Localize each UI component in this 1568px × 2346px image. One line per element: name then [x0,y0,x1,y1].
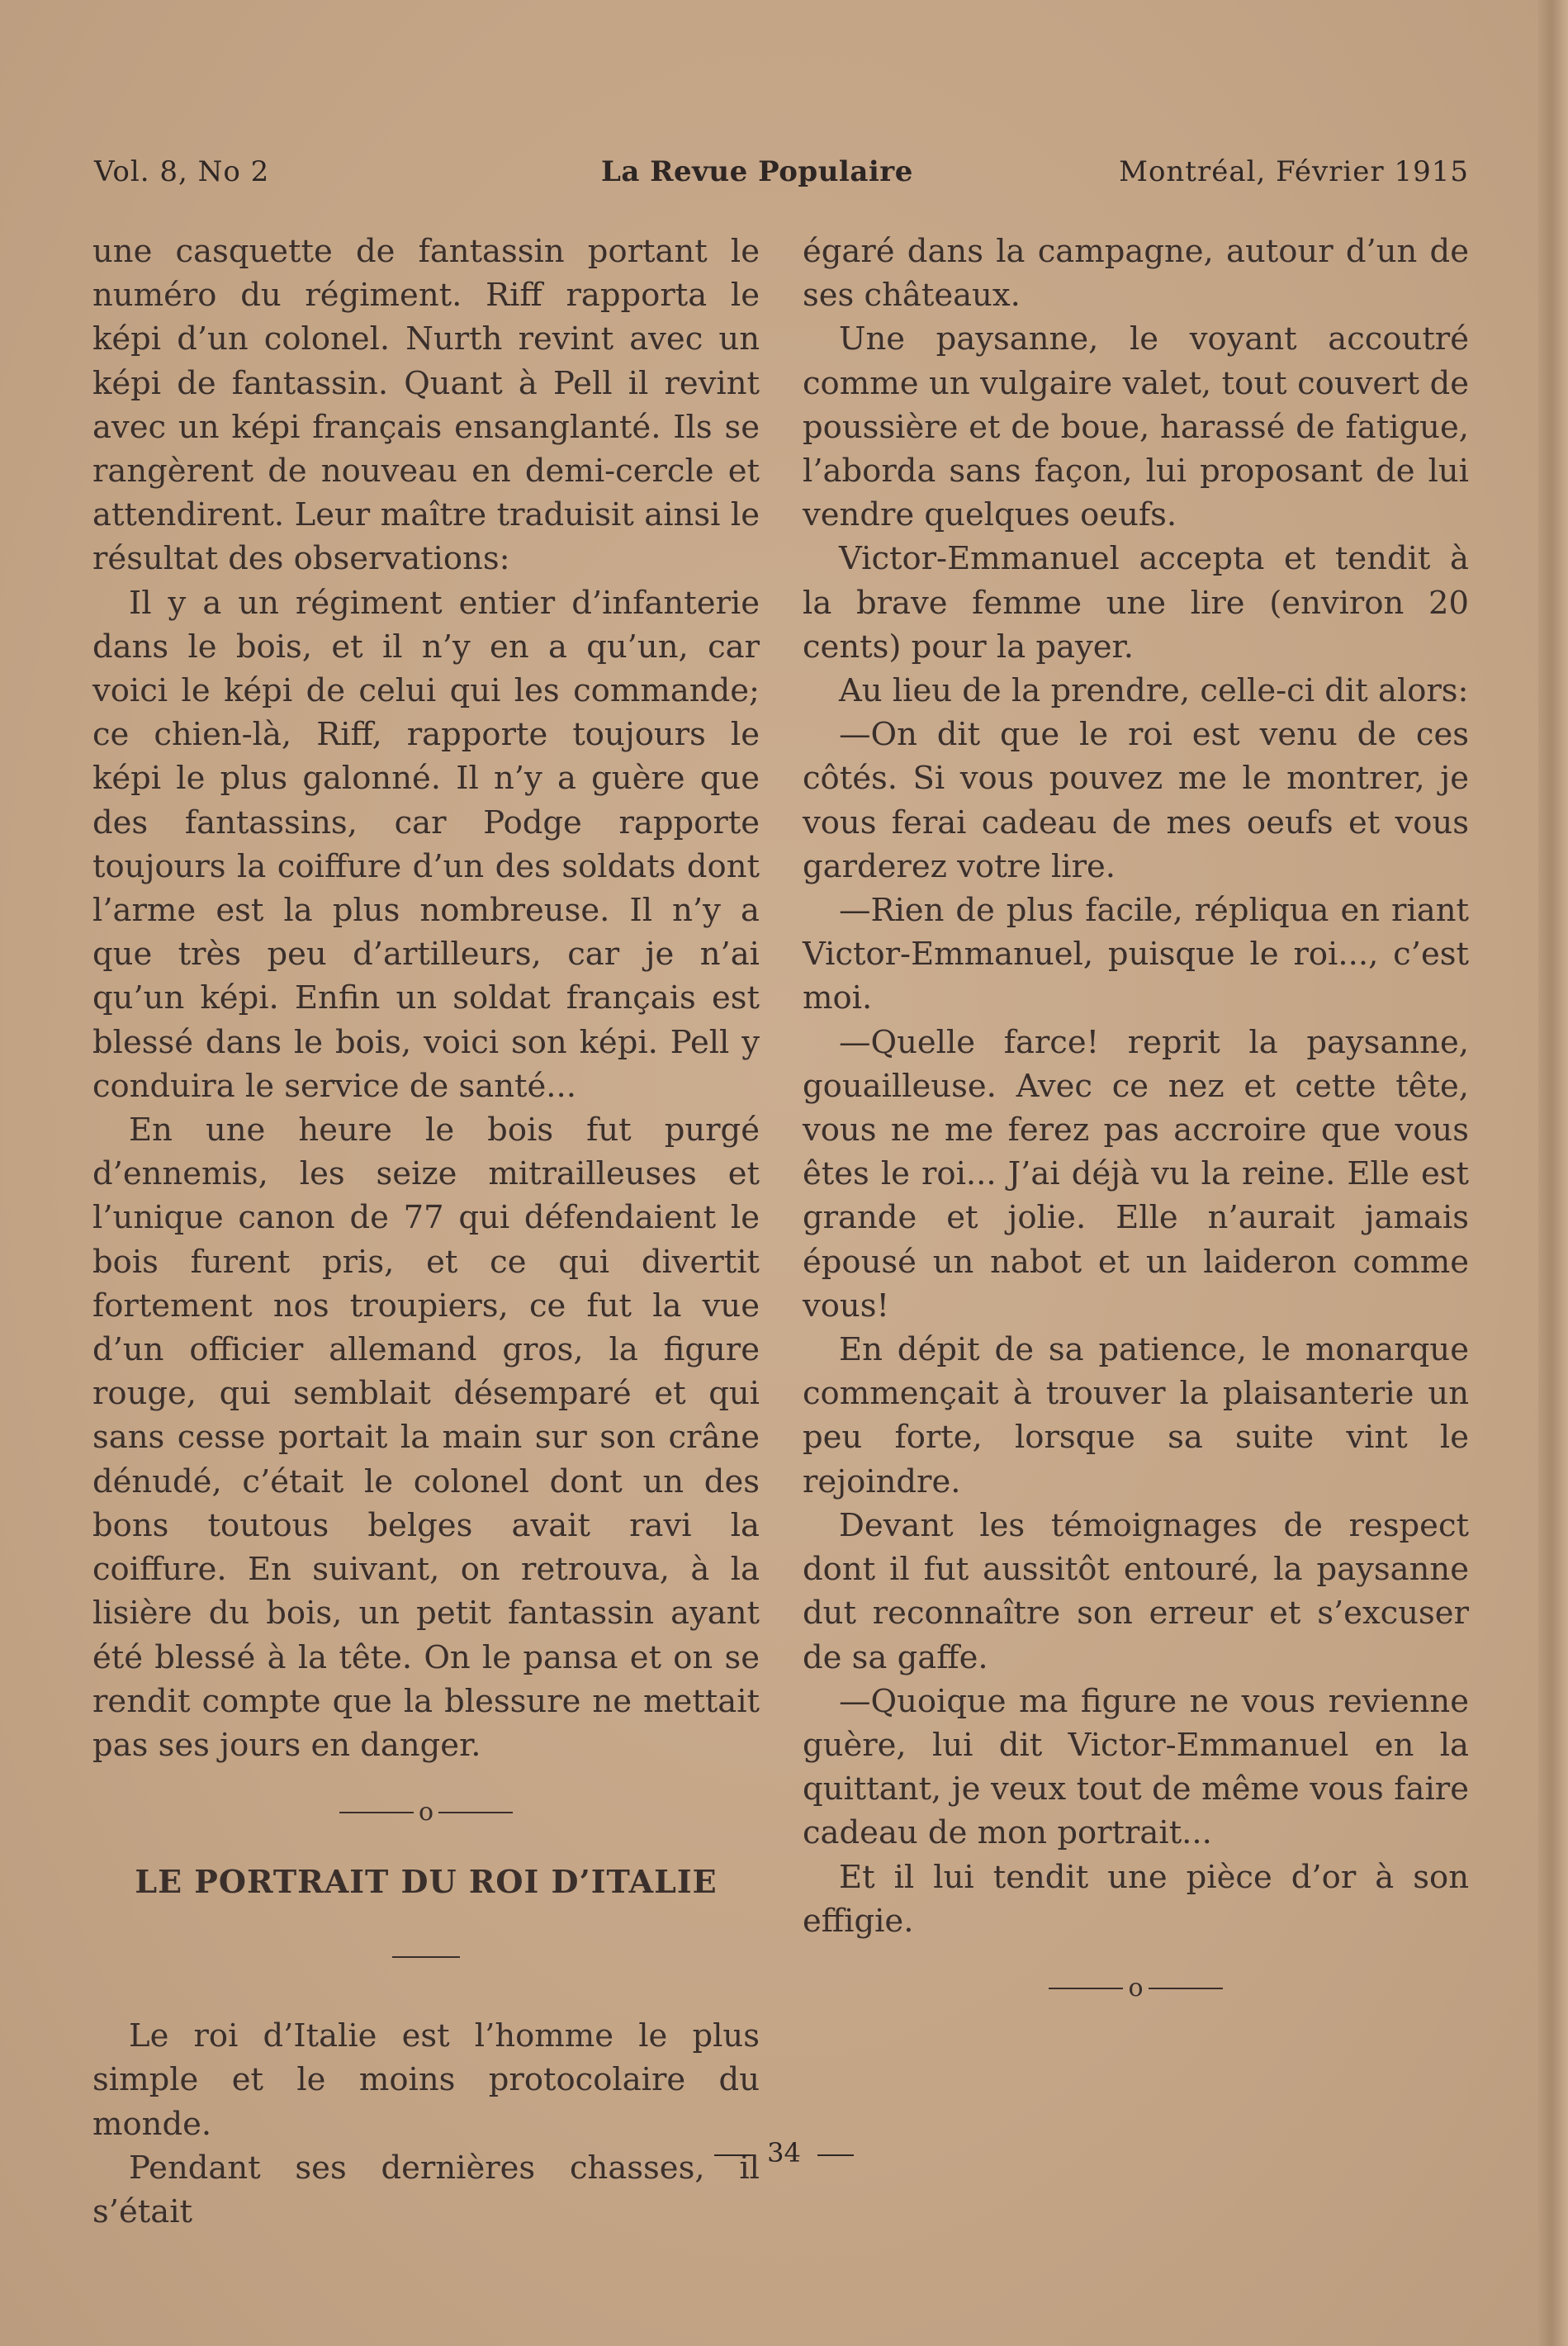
paragraph: Victor-Emmanuel accepta et tendit à la brave femme une lire (environ 20 cents) pour la payer. [803,540,1469,666]
paragraph: En dépit de sa patience, le monarque commençait à trouver la plaisanterie un peu forte, lorsque sa suite vint le rejoindre. [803,1331,1469,1500]
header-volume: Vol. 8, No 2 [94,155,270,188]
paragraph: égaré dans la campagne, autour d’un de ses châteaux. [803,233,1469,315]
title-rule [392,1956,460,1958]
header-date: Montréal, Février 1915 [1119,155,1469,188]
page-footer [0,2137,1568,2168]
left-column [92,230,760,2234]
separator-rule [1149,1988,1223,1989]
paragraph: —Quelle farce! reprit la paysanne, gouailleuse. Avec ce nez et cette tête, vous ne me ferez pas accroire que vous êtes le roi... J’ai déjà vu la reine. Elle est grande et jolie. Elle n’aurait jamais épousé un nabot et un laideron comme vous! [803,1023,1469,1325]
separator-mark: o [418,1798,434,1827]
section-separator [92,1794,760,1831]
paragraph: —Rien de plus facile, répliqua en riant Victor-Emmanuel, puisque le roi..., c’est moi. [803,892,1469,1017]
footer-dash [817,2154,854,2156]
paragraph: En une heure le bois fut purgé d’ennemis, les seize mitrailleuses et l’unique canon de 77 qui défendaient le bois furent pris, et ce qui divertit fortement nos troupiers, ce fut la vue d’un officier allemand gros, la figure rouge, qui semblait désemparé et qui sans cesse portait la main sur son crâne dénudé, c’était le colonel dont un des bons toutous belges avait ravi la coiffure. En suivant, on retrouva, à la lisière du bois, un petit fantassin ayant été blessé à la tête. On le pansa et on se rendit compte que la blessure ne mettait pas ses jours en danger. [92,1111,760,1764]
section-separator [803,1969,1469,2007]
page-number: 34 [767,2137,801,2168]
paragraph: Il y a un régiment entier d’infanterie dans le bois, et il n’y en a qu’un, car voici le képi de celui qui les commande; ce chien-là, Riff, rapporte toujours le képi le plus galonné. Il n’y a guère que des fantassins, car Podge rapporte toujours la coiffure d’un des soldats dont l’arme est la plus nombreuse. Il n’y a que très peu d’artilleurs, car je n’ai qu’un képi. Enfin un soldat français est blessé dans le bois, voici son képi. Pell y conduira le service de santé... [92,584,760,1105]
section-title: LE PORTRAIT DU ROI D’ITALIE [135,1863,718,1901]
separator-rule [438,1812,513,1813]
running-header [94,155,1469,197]
paragraph: Le roi d’Italie est l’homme le plus simple et le moins protocolaire du monde. [92,2017,760,2143]
header-publication-title: La Revue Populaire [601,155,913,188]
paragraph: —Quoique ma figure ne vous revienne guère, lui dit Victor-Emmanuel en la quittant, je veux tout de même vous faire cadeau de mon portrait... [803,1682,1469,1852]
separator-rule [1049,1988,1123,1989]
paragraph: Une paysanne, le voyant accoutré comme un vulgaire valet, tout couvert de poussière et de boue, harassé de fatigue, l’aborda sans façon, lui proposant de lui vendre quelques oeufs. [803,320,1469,534]
paragraph: Pendant ses dernières chasses, il s’était [92,2149,760,2230]
page-edge [1538,0,1568,2346]
separator-rule [339,1812,414,1813]
paragraph: Et il lui tendit une pièce d’or à son effigie. [803,1858,1469,1940]
paragraph: Devant les témoignages de respect dont il fut aussitôt entouré, la paysanne dut reconnaître son erreur et s’excuser de sa gaffe. [803,1506,1469,1676]
separator-mark: o [1128,1973,1144,2002]
footer-dash [714,2154,751,2156]
paragraph: Au lieu de la prendre, celle-ci dit alors: [839,672,1469,710]
paragraph: —On dit que le roi est venu de ces côtés. Si vous pouvez me le montrer, je vous ferai cadeau de mes oeufs et vous garderez votre lire. [803,716,1469,885]
paragraph: une casquette de fantassin portant le numéro du régiment. Riff rapporta le képi d’un colonel. Nurth revint avec un képi de fantassin. Quant à Pell il revint avec un képi français ensanglanté. Ils se rangèrent de nouveau en demi-cercle et attendirent. Leur maître traduisit ainsi le résultat des observations: [92,233,760,578]
right-column [803,230,1469,2033]
